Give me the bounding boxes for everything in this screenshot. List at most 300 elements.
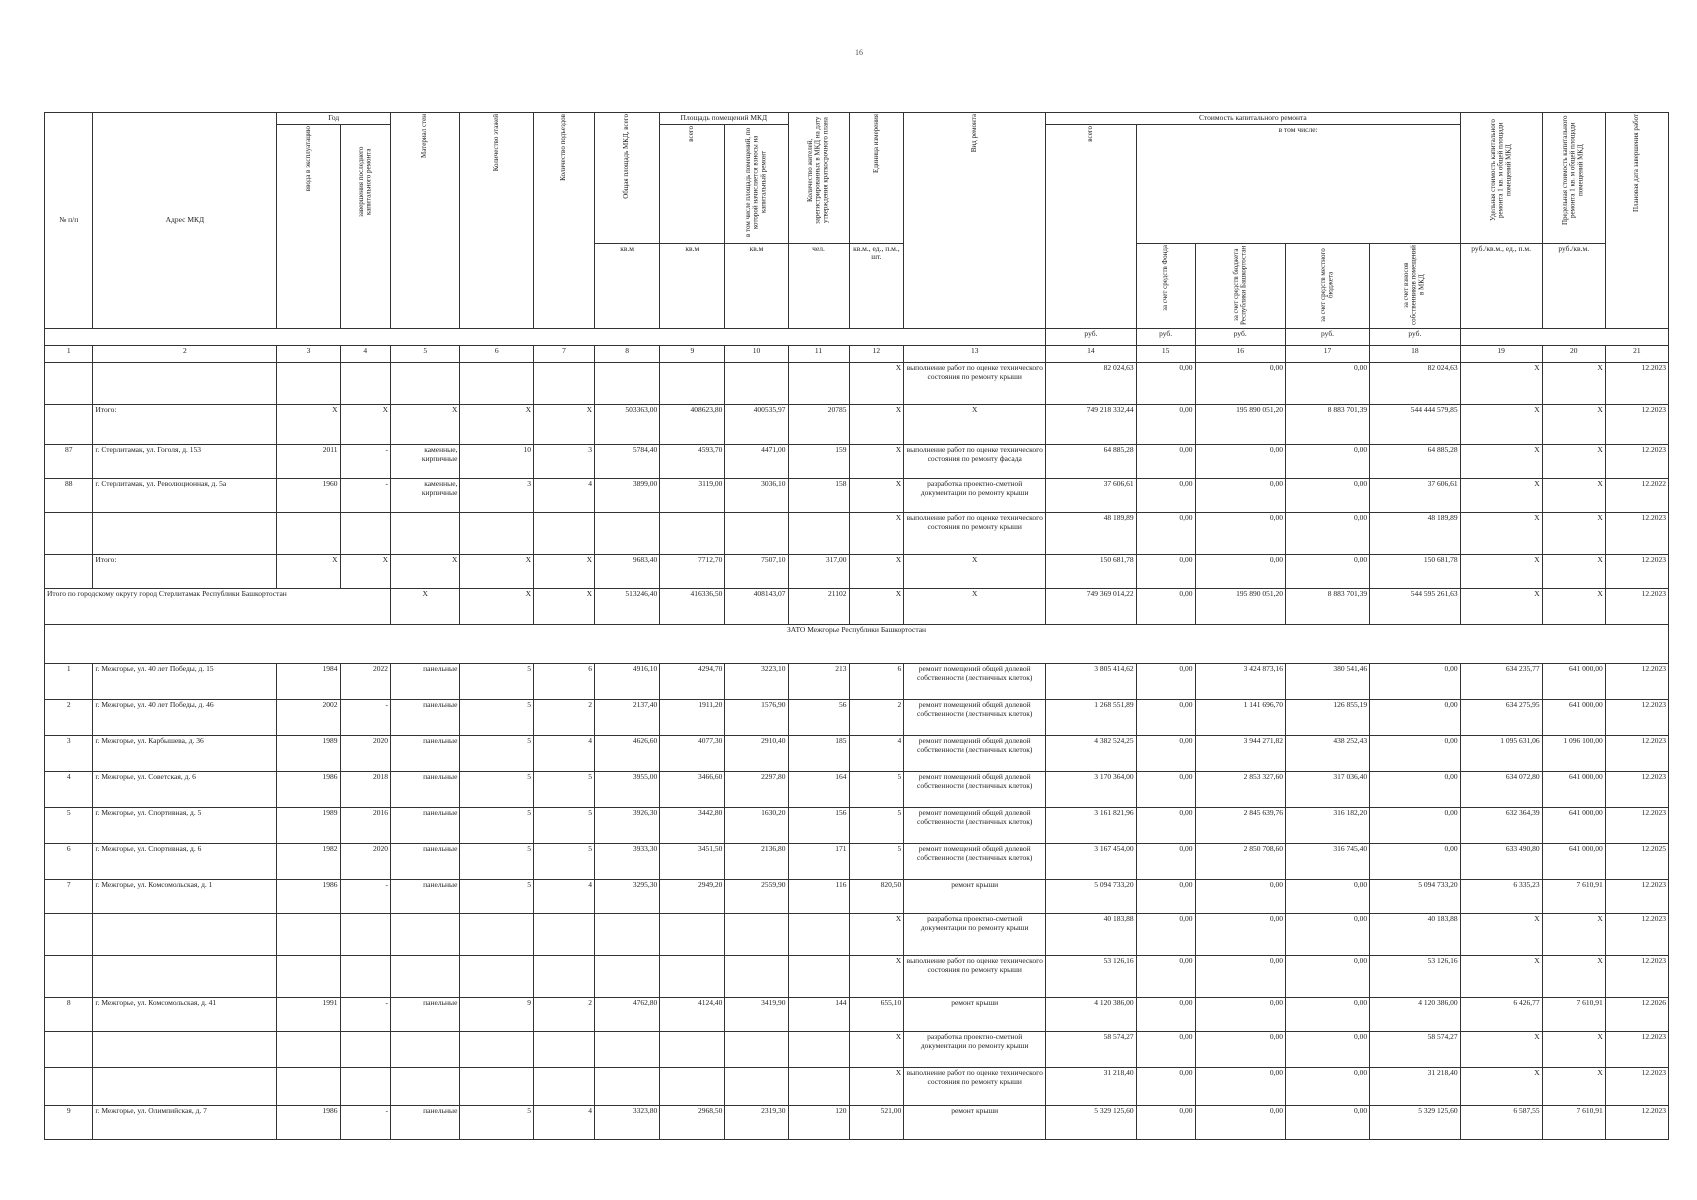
wall-material: X xyxy=(391,405,460,445)
max-cost: X xyxy=(1542,914,1605,956)
unit-cost: X xyxy=(1460,405,1542,445)
floors: 5 xyxy=(460,664,534,700)
address: г. Межгорье, ул. 40 лет Победы, д. 46 xyxy=(93,700,277,736)
year-commission: 1986 xyxy=(277,772,340,808)
floors: 9 xyxy=(460,998,534,1032)
premises-total: 3442,80 xyxy=(660,808,725,844)
city-total-volume: X xyxy=(849,589,904,625)
address: г. Межгорье, ул. 40 лет Победы, д. 15 xyxy=(93,664,277,700)
entrances: 4 xyxy=(534,1106,595,1140)
repair-type: ремонт помещений общей долевой собственности (лестничных клеток) xyxy=(904,772,1046,808)
cost-owners: 544 444 579,85 xyxy=(1370,405,1461,445)
premises-total: 408623,80 xyxy=(660,405,725,445)
address: Итого: xyxy=(93,405,277,445)
row-number xyxy=(45,1032,93,1068)
total-area xyxy=(595,956,660,998)
unit-cost-republic: руб. xyxy=(1195,329,1285,346)
total-area: 9683,40 xyxy=(595,555,660,589)
cost-republic: 0,00 xyxy=(1195,1068,1285,1106)
floors: X xyxy=(460,405,534,445)
cost-total: 64 885,28 xyxy=(1046,445,1136,479)
cost-local: 317 036,40 xyxy=(1285,772,1369,808)
cost-owners: 0,00 xyxy=(1370,700,1461,736)
address xyxy=(93,513,277,555)
premises-owned: 400535,97 xyxy=(725,405,788,445)
wall-material xyxy=(391,914,460,956)
address: г. Межгорье, ул. Комсомольская, д. 41 xyxy=(93,998,277,1032)
year-last-repair xyxy=(340,363,390,405)
unit-cost-owners: руб. xyxy=(1370,329,1461,346)
premises-owned: 1576,90 xyxy=(725,700,788,736)
volume: X xyxy=(849,956,904,998)
volume: X xyxy=(849,555,904,589)
residents: 116 xyxy=(788,880,849,914)
table-row xyxy=(45,445,1669,479)
table-row xyxy=(45,1106,1669,1140)
cost-fund: 0,00 xyxy=(1136,956,1195,998)
unit-unit-cost: руб./кв.м., ед., п.м. xyxy=(1460,243,1542,329)
entrances: X xyxy=(534,405,595,445)
cost-local: 0,00 xyxy=(1285,1106,1369,1140)
premises-total: 4077,30 xyxy=(660,736,725,772)
wall-material: каменные, кирпичные xyxy=(391,445,460,479)
table-row xyxy=(45,405,1669,445)
residents xyxy=(788,956,849,998)
cost-republic: 0,00 xyxy=(1195,1032,1285,1068)
cost-total: 150 681,78 xyxy=(1046,555,1136,589)
year-commission: X xyxy=(277,555,340,589)
wall-material: панельные xyxy=(391,700,460,736)
unit-cost: X xyxy=(1460,956,1542,998)
residents: 159 xyxy=(788,445,849,479)
entrances xyxy=(534,363,595,405)
table-body-mezhgorye xyxy=(45,664,1669,1140)
total-area: 4626,60 xyxy=(595,736,660,772)
premises-total xyxy=(660,914,725,956)
cost-local: 380 541,46 xyxy=(1285,664,1369,700)
year-commission: 1991 xyxy=(277,998,340,1032)
row-number: 8 xyxy=(45,998,93,1032)
year-commission xyxy=(277,1068,340,1106)
volume: 5 xyxy=(849,808,904,844)
header-cost-fund: за счет средств Фонда xyxy=(1136,243,1195,329)
wall-material xyxy=(391,363,460,405)
cost-owners: 0,00 xyxy=(1370,736,1461,772)
cost-owners: 53 126,16 xyxy=(1370,956,1461,998)
total-area: 2137,40 xyxy=(595,700,660,736)
premises-owned: 2136,80 xyxy=(725,844,788,880)
header-incl: в том числе: xyxy=(1136,124,1460,243)
year-commission: 2002 xyxy=(277,700,340,736)
unit-cost-fund: руб. xyxy=(1136,329,1195,346)
unit-spacer xyxy=(45,329,1046,346)
row-number xyxy=(45,1068,93,1106)
wall-material xyxy=(391,513,460,555)
cost-republic: 1 141 696,70 xyxy=(1195,700,1285,736)
floors: 5 xyxy=(460,808,534,844)
header-address: Адрес МКД xyxy=(93,113,277,329)
residents: 120 xyxy=(788,1106,849,1140)
column-number: 17 xyxy=(1285,346,1369,363)
year-last-repair: - xyxy=(340,880,390,914)
cost-total: 1 268 551,89 xyxy=(1046,700,1136,736)
table-row xyxy=(45,555,1669,589)
volume: 521,00 xyxy=(849,1106,904,1140)
column-number: 7 xyxy=(534,346,595,363)
cost-fund: 0,00 xyxy=(1136,1068,1195,1106)
cost-republic: 0,00 xyxy=(1195,363,1285,405)
floors: 3 xyxy=(460,479,534,513)
unit-cost: X xyxy=(1460,1068,1542,1106)
cost-republic: 2 850 708,60 xyxy=(1195,844,1285,880)
wall-material: X xyxy=(391,555,460,589)
cost-republic: 0,00 xyxy=(1195,880,1285,914)
residents: 156 xyxy=(788,808,849,844)
max-cost: X xyxy=(1542,1032,1605,1068)
premises-owned: 2319,30 xyxy=(725,1106,788,1140)
city-total-mat: X xyxy=(391,589,460,625)
wall-material: панельные xyxy=(391,664,460,700)
cost-total: 5 094 733,20 xyxy=(1046,880,1136,914)
year-last-repair: 2020 xyxy=(340,736,390,772)
city-total-owners: 544 595 261,63 xyxy=(1370,589,1461,625)
header-cost-group: Стоимость капитального ремонта xyxy=(1046,113,1460,125)
unit-total-area: кв.м xyxy=(595,243,660,329)
residents: 185 xyxy=(788,736,849,772)
unit-cost: 633 490,80 xyxy=(1460,844,1542,880)
volume: X xyxy=(849,405,904,445)
table-row xyxy=(45,880,1669,914)
row-number xyxy=(45,363,93,405)
table-row xyxy=(45,1032,1669,1068)
column-number: 6 xyxy=(460,346,534,363)
row-number: 6 xyxy=(45,844,93,880)
premises-total: 2949,20 xyxy=(660,880,725,914)
repair-type: X xyxy=(904,405,1046,445)
header-total-area: Общая площадь МКД, всего xyxy=(595,113,660,244)
cost-total: 58 574,27 xyxy=(1046,1032,1136,1068)
header-year-commission: ввода в эксплуатацию xyxy=(277,124,340,329)
premises-owned: 7507,10 xyxy=(725,555,788,589)
premises-owned: 3036,10 xyxy=(725,479,788,513)
city-total-deadline: 12.2023 xyxy=(1605,589,1668,625)
year-last-repair: 2022 xyxy=(340,664,390,700)
address xyxy=(93,914,277,956)
floors: 5 xyxy=(460,844,534,880)
address: г. Межгорье, ул. Спортивная, д. 6 xyxy=(93,844,277,880)
cost-owners: 64 885,28 xyxy=(1370,445,1461,479)
cost-republic: 3 424 873,16 xyxy=(1195,664,1285,700)
repair-type: выполнение работ по оценке технического состояния по ремонту крыши xyxy=(904,513,1046,555)
table-row xyxy=(45,363,1669,405)
unit-cost: X xyxy=(1460,513,1542,555)
cost-local: 0,00 xyxy=(1285,1032,1369,1068)
wall-material: панельные xyxy=(391,998,460,1032)
residents xyxy=(788,914,849,956)
deadline: 12.2023 xyxy=(1605,700,1668,736)
premises-owned xyxy=(725,363,788,405)
floors: 5 xyxy=(460,700,534,736)
unit-max-cost: руб./кв.м. xyxy=(1542,243,1605,329)
city-total-floors: X xyxy=(460,589,534,625)
cost-local: 0,00 xyxy=(1285,1068,1369,1106)
column-number: 15 xyxy=(1136,346,1195,363)
entrances xyxy=(534,1068,595,1106)
cost-local: 316 745,40 xyxy=(1285,844,1369,880)
repair-type: ремонт помещений общей долевой собственности (лестничных клеток) xyxy=(904,808,1046,844)
premises-total: 1911,20 xyxy=(660,700,725,736)
row-number: 1 xyxy=(45,664,93,700)
entrances: 4 xyxy=(534,479,595,513)
max-cost: 641 000,00 xyxy=(1542,808,1605,844)
repair-type: X xyxy=(904,555,1046,589)
table-row xyxy=(45,513,1669,555)
year-commission: 1960 xyxy=(277,479,340,513)
unit-cost: X xyxy=(1460,1032,1542,1068)
year-last-repair xyxy=(340,1032,390,1068)
deadline: 12.2023 xyxy=(1605,1106,1668,1140)
header-repair-type: Вид ремонта xyxy=(904,113,1046,329)
cost-fund: 0,00 xyxy=(1136,914,1195,956)
premises-owned xyxy=(725,1032,788,1068)
cost-total: 3 170 364,00 xyxy=(1046,772,1136,808)
capital-repair-plan-table xyxy=(44,112,1669,1140)
column-number: 8 xyxy=(595,346,660,363)
address xyxy=(93,1068,277,1106)
column-numbers-row xyxy=(45,346,1669,363)
entrances xyxy=(534,513,595,555)
column-number: 3 xyxy=(277,346,340,363)
residents: 213 xyxy=(788,664,849,700)
entrances xyxy=(534,914,595,956)
total-area: 3295,30 xyxy=(595,880,660,914)
year-last-repair: - xyxy=(340,479,390,513)
header-floors: Количество этажей xyxy=(460,113,534,329)
repair-type: ремонт помещений общей долевой собственности (лестничных клеток) xyxy=(904,664,1046,700)
city-total-residents: 21102 xyxy=(788,589,849,625)
cost-republic: 2 845 639,76 xyxy=(1195,808,1285,844)
premises-owned xyxy=(725,1068,788,1106)
entrances xyxy=(534,1032,595,1068)
premises-owned: 4471,00 xyxy=(725,445,788,479)
row-number: 4 xyxy=(45,772,93,808)
cost-fund: 0,00 xyxy=(1136,513,1195,555)
cost-republic: 195 890 051,20 xyxy=(1195,405,1285,445)
cost-fund: 0,00 xyxy=(1136,555,1195,589)
premises-owned xyxy=(725,914,788,956)
volume: 5 xyxy=(849,772,904,808)
cost-local: 0,00 xyxy=(1285,363,1369,405)
max-cost: X xyxy=(1542,405,1605,445)
volume: X xyxy=(849,445,904,479)
floors xyxy=(460,363,534,405)
deadline: 12.2023 xyxy=(1605,772,1668,808)
total-area: 3323,80 xyxy=(595,1106,660,1140)
cost-local: 316 182,20 xyxy=(1285,808,1369,844)
total-area: 5784,40 xyxy=(595,445,660,479)
cost-fund: 0,00 xyxy=(1136,445,1195,479)
entrances: 2 xyxy=(534,998,595,1032)
cost-owners: 5 329 125,60 xyxy=(1370,1106,1461,1140)
unit-residents: чел. xyxy=(788,243,849,329)
premises-owned xyxy=(725,513,788,555)
address: Итого: xyxy=(93,555,277,589)
cost-local: 0,00 xyxy=(1285,513,1369,555)
total-area: 3933,30 xyxy=(595,844,660,880)
city-total-local: 8 883 701,39 xyxy=(1285,589,1369,625)
cost-fund: 0,00 xyxy=(1136,479,1195,513)
entrances: 6 xyxy=(534,664,595,700)
premises-owned: 1630,20 xyxy=(725,808,788,844)
year-commission xyxy=(277,956,340,998)
cost-fund: 0,00 xyxy=(1136,998,1195,1032)
max-cost: 641 000,00 xyxy=(1542,700,1605,736)
floors: 5 xyxy=(460,772,534,808)
deadline: 12.2023 xyxy=(1605,513,1668,555)
entrances xyxy=(534,956,595,998)
row-number xyxy=(45,405,93,445)
max-cost: 7 610,91 xyxy=(1542,998,1605,1032)
residents xyxy=(788,513,849,555)
column-number: 12 xyxy=(849,346,904,363)
volume: X xyxy=(849,479,904,513)
volume: 5 xyxy=(849,844,904,880)
city-total-label: Итого по городскому округу город Стерлитамак Республики Башкортостан xyxy=(45,589,391,625)
premises-total: 3451,50 xyxy=(660,844,725,880)
row-number: 2 xyxy=(45,700,93,736)
volume: 4 xyxy=(849,736,904,772)
max-cost: X xyxy=(1542,479,1605,513)
year-last-repair: 2020 xyxy=(340,844,390,880)
residents: 171 xyxy=(788,844,849,880)
cost-local: 0,00 xyxy=(1285,956,1369,998)
premises-total: 4124,40 xyxy=(660,998,725,1032)
year-commission xyxy=(277,513,340,555)
premises-total: 4294,70 xyxy=(660,664,725,700)
header-cost-local: за счет средств местного бюджета xyxy=(1285,243,1369,329)
row-number: 3 xyxy=(45,736,93,772)
cost-republic: 0,00 xyxy=(1195,513,1285,555)
wall-material: панельные xyxy=(391,772,460,808)
residents: 317,00 xyxy=(788,555,849,589)
year-last-repair: - xyxy=(340,445,390,479)
cost-fund: 0,00 xyxy=(1136,1106,1195,1140)
header-max-cost: Предельная стоимость капитального ремонта 1 кв. м общей площади помещений МКД xyxy=(1542,113,1605,244)
year-commission: 1982 xyxy=(277,844,340,880)
cost-total: 4 120 386,00 xyxy=(1046,998,1136,1032)
max-cost: X xyxy=(1542,445,1605,479)
cost-owners: 0,00 xyxy=(1370,844,1461,880)
year-commission: 1989 xyxy=(277,736,340,772)
wall-material xyxy=(391,1068,460,1106)
floors: 10 xyxy=(460,445,534,479)
deadline: 12.2023 xyxy=(1605,880,1668,914)
cost-republic: 0,00 xyxy=(1195,445,1285,479)
premises-total xyxy=(660,1068,725,1106)
address xyxy=(93,363,277,405)
total-area: 3926,30 xyxy=(595,808,660,844)
year-last-repair: 2018 xyxy=(340,772,390,808)
floors xyxy=(460,1068,534,1106)
row-number: 88 xyxy=(45,479,93,513)
floors: 5 xyxy=(460,880,534,914)
city-total-entrances: X xyxy=(534,589,595,625)
cost-total: 4 382 524,25 xyxy=(1046,736,1136,772)
city-total-cost: 749 369 014,22 xyxy=(1046,589,1136,625)
total-area: 4916,10 xyxy=(595,664,660,700)
volume: 6 xyxy=(849,664,904,700)
total-area xyxy=(595,1032,660,1068)
column-number: 16 xyxy=(1195,346,1285,363)
address: г. Стерлитамак, ул. Гоголя, д. 153 xyxy=(93,445,277,479)
max-cost: 641 000,00 xyxy=(1542,664,1605,700)
header-year-group: Год xyxy=(277,113,391,125)
cost-local: 0,00 xyxy=(1285,998,1369,1032)
column-number: 13 xyxy=(904,346,1046,363)
year-commission: X xyxy=(277,405,340,445)
unit-premises-owned: кв.м xyxy=(725,243,788,329)
address: г. Межгорье, ул. Спортивная, д. 5 xyxy=(93,808,277,844)
cost-local: 438 252,43 xyxy=(1285,736,1369,772)
wall-material xyxy=(391,1032,460,1068)
year-last-repair: X xyxy=(340,555,390,589)
city-total-republic: 195 890 051,20 xyxy=(1195,589,1285,625)
repair-type: выполнение работ по оценке технического состояния по ремонту крыши xyxy=(904,363,1046,405)
repair-type: ремонт крыши xyxy=(904,1106,1046,1140)
repair-type: ремонт помещений общей долевой собственности (лестничных клеток) xyxy=(904,844,1046,880)
unit-cost: X xyxy=(1460,363,1542,405)
row-number xyxy=(45,513,93,555)
column-number: 21 xyxy=(1605,346,1668,363)
max-cost: 1 096 100,00 xyxy=(1542,736,1605,772)
year-last-repair: - xyxy=(340,998,390,1032)
table-row xyxy=(45,1068,1669,1106)
address xyxy=(93,1032,277,1068)
unit-cost: 632 364,39 xyxy=(1460,808,1542,844)
premises-owned xyxy=(725,956,788,998)
repair-type: ремонт крыши xyxy=(904,880,1046,914)
address: г. Межгорье, ул. Советская, д. 6 xyxy=(93,772,277,808)
unit-cost: X xyxy=(1460,445,1542,479)
column-number: 18 xyxy=(1370,346,1461,363)
cost-owners: 40 183,88 xyxy=(1370,914,1461,956)
column-number: 19 xyxy=(1460,346,1542,363)
wall-material: панельные xyxy=(391,844,460,880)
unit-premises-total: кв.м xyxy=(660,243,725,329)
column-number: 1 xyxy=(45,346,93,363)
page-number: 16 xyxy=(855,48,863,57)
max-cost: 641 000,00 xyxy=(1542,772,1605,808)
cost-owners: 0,00 xyxy=(1370,808,1461,844)
cost-local: 0,00 xyxy=(1285,880,1369,914)
volume: 820,50 xyxy=(849,880,904,914)
total-area xyxy=(595,513,660,555)
header-unit-cost: Удельная стоимость капитального ремонта 1 кв. м общей площади помещений МКД xyxy=(1460,113,1542,244)
table-row xyxy=(45,808,1669,844)
cost-total: 48 189,89 xyxy=(1046,513,1136,555)
volume: 2 xyxy=(849,700,904,736)
floors xyxy=(460,513,534,555)
cost-total: 3 167 454,00 xyxy=(1046,844,1136,880)
cost-total: 37 606,61 xyxy=(1046,479,1136,513)
premises-total: 3119,00 xyxy=(660,479,725,513)
row-number: 9 xyxy=(45,1106,93,1140)
total-area: 3955,00 xyxy=(595,772,660,808)
cost-fund: 0,00 xyxy=(1136,363,1195,405)
deadline: 12.2026 xyxy=(1605,998,1668,1032)
residents: 158 xyxy=(788,479,849,513)
repair-type: разработка проектно-сметной документации по ремонту крыши xyxy=(904,1032,1046,1068)
